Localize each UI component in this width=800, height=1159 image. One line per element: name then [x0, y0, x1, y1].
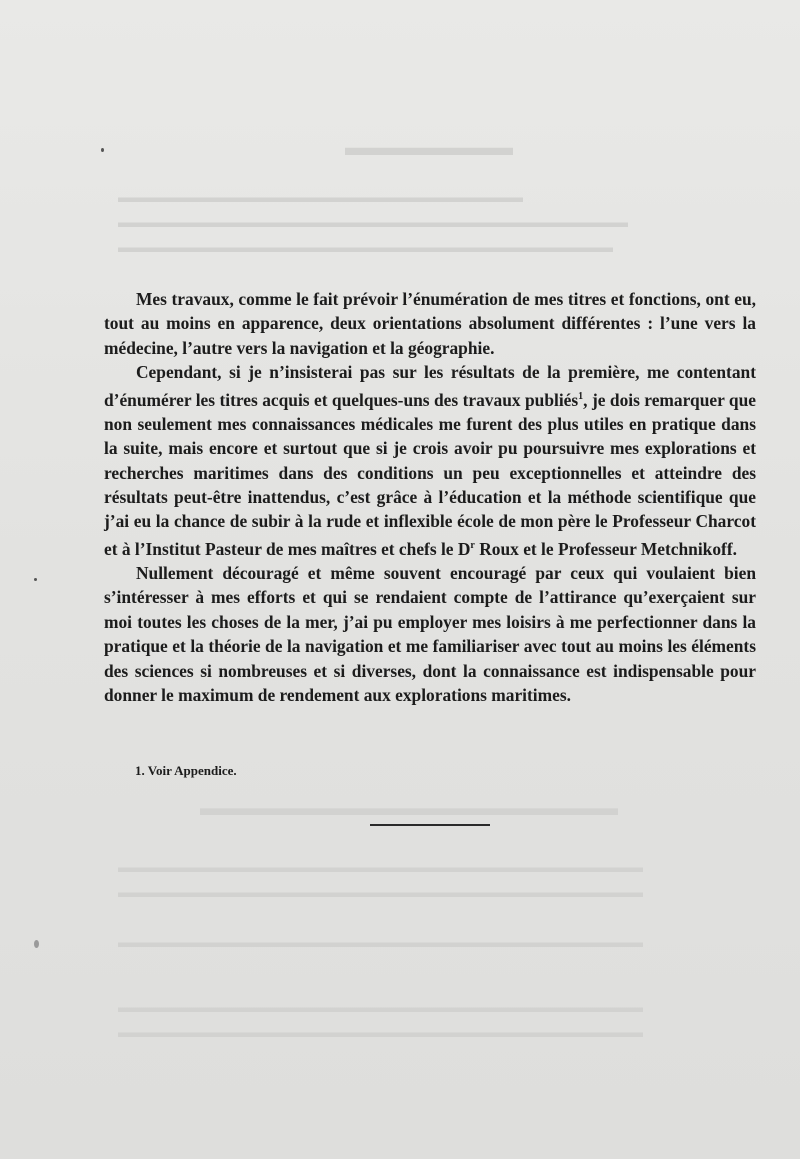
bleed-through-line: ▬▬▬▬▬▬▬▬▬▬▬▬▬▬▬▬▬▬▬▬▬▬▬▬▬▬▬▬▬▬▬▬▬	[118, 240, 613, 256]
print-speck	[34, 940, 39, 948]
paragraph-2	[104, 360, 756, 561]
bleed-through-line: ▬▬▬▬▬▬▬▬▬▬▬▬▬▬▬▬▬▬▬	[200, 795, 618, 820]
bleed-through-line: ▬▬▬▬▬▬▬▬▬▬▬▬▬▬▬▬▬▬▬▬▬▬▬▬▬▬▬▬▬▬▬▬▬▬▬	[118, 860, 643, 876]
paragraph-text: Roux et le Professeur Metchnikoff.	[474, 538, 737, 559]
bleed-through-line: ▬▬▬▬▬▬▬▬▬▬▬▬▬▬▬▬▬▬▬▬▬▬▬▬▬▬▬	[118, 190, 523, 206]
paragraph-3	[104, 561, 756, 707]
section-rule	[370, 824, 490, 826]
bleed-through-line: ▬▬▬▬▬▬▬▬▬▬▬▬▬▬▬▬▬▬▬▬▬▬▬▬▬▬▬▬▬▬▬▬▬▬▬	[118, 1000, 643, 1016]
paragraph-1	[104, 287, 756, 360]
main-text	[104, 287, 756, 708]
doctor-abbrev-sup: r	[470, 539, 475, 551]
print-speck	[101, 148, 104, 152]
footnote: 1. Voir Appendice.	[135, 763, 237, 778]
bleed-through-line: ▬▬▬▬▬▬▬▬▬▬▬▬▬▬▬▬▬▬▬▬▬▬▬▬▬▬▬▬▬▬▬▬▬▬▬	[118, 1025, 643, 1041]
paragraph-text: Cependant, si je n’insisterai pas sur les résultats de la première, me contentant d’énumérer les titres acquis et quelques-uns des travaux publiés	[104, 362, 756, 410]
bleed-through-line: ▬▬▬▬▬▬▬	[345, 135, 513, 161]
paragraph-text: Nullement découragé et même souvent encouragé par ceux qui voulaient bien s’intéresser à mes efforts et qui se rendaient compte de l’attirance qu’exerçaient sur moi toutes les choses de la mer, j’ai pu employer mes loisirs à me perfectionner dans la pratique et la théorie de la navigation et me familiariser avec tout au moins les éléments des sciences si nombreuses et si diverses, dont la connaissance est indispensable pour donner le maximum de rendement aux explorations maritimes.	[104, 563, 756, 706]
paragraph-text: , je dois remarquer que non seulement mes connaissances médicales me furent des plus utiles en pratique dans la suite, mais encore et surtout que si je crois avoir pu poursuivre mes explorations et recherches maritimes dans des conditions un peu exceptionnelles et atteindre des résultats peut-être inattendus, c’est grâce à l’éducation et la méthode scientifique que j’ai eu la chance de subir à la rude et inflexible école de mon père le Professeur Charcot et à l’Institut Pasteur de mes maîtres et chefs le D	[104, 389, 756, 559]
footnote-marker: 1	[578, 390, 584, 402]
print-speck	[34, 578, 37, 581]
bleed-through-line: ▬▬▬▬▬▬▬▬▬▬▬▬▬▬▬▬▬▬▬▬▬▬▬▬▬▬▬▬▬▬▬▬▬▬	[118, 215, 628, 231]
bleed-through-line: ▬▬▬▬▬▬▬▬▬▬▬▬▬▬▬▬▬▬▬▬▬▬▬▬▬▬▬▬▬▬▬▬▬▬▬	[118, 885, 643, 901]
paragraph-text: Mes travaux, comme le fait prévoir l’énumération de mes titres et fonctions, ont eu, tout au moins en apparence, deux orientations absolument différentes : l’une vers la médecine, l’autre vers la navigation et la géographie.	[104, 289, 756, 358]
bleed-through-line: ▬▬▬▬▬▬▬▬▬▬▬▬▬▬▬▬▬▬▬▬▬▬▬▬▬▬▬▬▬▬▬▬▬▬▬	[118, 935, 643, 951]
